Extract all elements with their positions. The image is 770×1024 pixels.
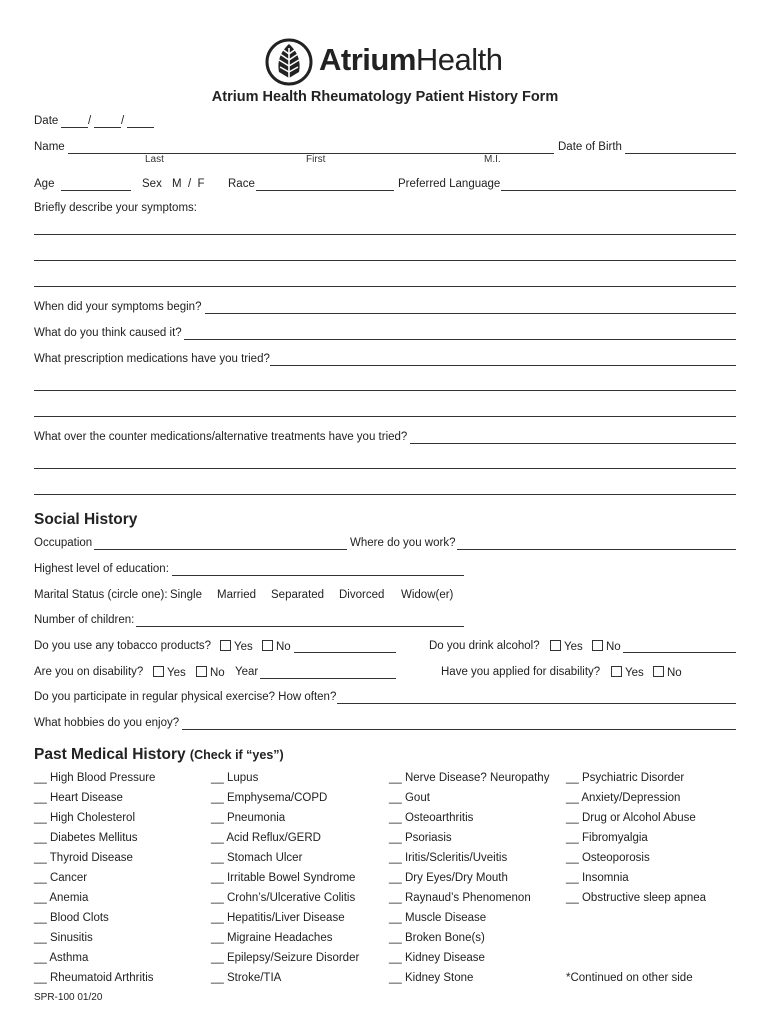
dob-label: Date of Birth: [558, 141, 622, 153]
pmh-item[interactable]: __ Epilepsy/Seizure Disorder: [211, 952, 360, 964]
symptoms-begin-field[interactable]: [205, 313, 736, 314]
pmh-item[interactable]: __ Stroke/TIA: [211, 972, 282, 984]
prescription-line[interactable]: [34, 416, 736, 417]
disability-label: Are you on disability?: [34, 666, 144, 678]
pmh-item[interactable]: __ Cancer: [34, 872, 88, 884]
occupation-label: Occupation: [34, 537, 93, 549]
date-year-field[interactable]: [127, 127, 154, 128]
prescription-label: What prescription medications have you tried?: [34, 353, 270, 365]
dob-field[interactable]: [625, 153, 736, 154]
pmh-column: [34, 771, 155, 991]
pmh-item[interactable]: __ Dry Eyes/Dry Mouth: [389, 872, 508, 884]
checkbox-icon[interactable]: [196, 666, 207, 677]
marital-option-widow[interactable]: Widow(er): [401, 589, 454, 601]
pmh-item[interactable]: __ Emphysema/COPD: [211, 792, 328, 804]
education-field[interactable]: [172, 575, 464, 576]
pmh-item[interactable]: __ High Cholesterol: [34, 812, 136, 824]
tobacco-yes[interactable]: Yes: [220, 640, 253, 653]
marital-label: Marital Status (circle one):: [34, 589, 168, 601]
marital-option-divorced[interactable]: Divorced: [339, 589, 385, 601]
pmh-column: [211, 771, 359, 991]
checkbox-icon[interactable]: [550, 640, 561, 651]
children-label: Number of children:: [34, 614, 135, 626]
pmh-item[interactable]: __ Drug or Alcohol Abuse: [566, 812, 696, 824]
pmh-item[interactable]: __ Iritis/Scleritis/Uveitis: [389, 852, 508, 864]
pmh-item[interactable]: __ Osteoarthritis: [389, 812, 474, 824]
pmh-item[interactable]: __ Nerve Disease? Neuropathy: [389, 772, 550, 784]
date-day-field[interactable]: [94, 127, 121, 128]
pmh-item[interactable]: __ Blood Clots: [34, 912, 109, 924]
symptoms-begin-label: When did your symptoms begin?: [34, 301, 202, 313]
tree-leaf-icon: [265, 38, 313, 86]
pmh-column: [566, 771, 706, 991]
name-mi-sublabel: M.I.: [484, 154, 501, 165]
alcohol-label: Do you drink alcohol?: [429, 640, 540, 652]
pmh-item: [566, 911, 706, 931]
checkbox-icon[interactable]: [653, 666, 664, 677]
language-field[interactable]: [501, 190, 736, 191]
pmh-item[interactable]: __ Stomach Ulcer: [211, 852, 303, 864]
pmh-item[interactable]: __ Asthma: [34, 952, 89, 964]
applied-no[interactable]: No: [653, 666, 682, 679]
pmh-item[interactable]: __ Pneumonia: [211, 812, 286, 824]
pmh-item[interactable]: __ High Blood Pressure: [34, 772, 156, 784]
pmh-item[interactable]: __ Migraine Headaches: [211, 932, 333, 944]
pmh-item: [566, 951, 706, 971]
occupation-field[interactable]: [94, 549, 347, 550]
disability-no[interactable]: No: [196, 666, 225, 679]
pmh-item[interactable]: __ Obstructive sleep apnea: [566, 892, 707, 904]
name-first-sublabel: First: [306, 154, 326, 165]
pmh-item[interactable]: __ Kidney Stone: [389, 972, 474, 984]
date-label: Date: [34, 115, 59, 127]
education-label: Highest level of education:: [34, 563, 169, 575]
pmh-item[interactable]: __ Lupus: [211, 772, 259, 784]
exercise-label: Do you participate in regular physical exercise? How often?: [34, 691, 337, 703]
pmh-item[interactable]: __ Anemia: [34, 892, 89, 904]
applied-label: Have you applied for disability?: [441, 666, 601, 678]
applied-yes[interactable]: Yes: [611, 666, 644, 679]
children-field[interactable]: [136, 626, 464, 627]
tobacco-detail-field[interactable]: [294, 652, 396, 653]
otc-line[interactable]: [34, 468, 736, 469]
pmh-item[interactable]: __ Fibromyalgia: [566, 832, 648, 844]
age-label: Age: [34, 178, 55, 190]
year-field[interactable]: [260, 678, 396, 679]
atrium-health-logo: AtriumHealth: [265, 38, 515, 88]
symptoms-line[interactable]: [34, 234, 736, 235]
checkbox-icon[interactable]: [262, 640, 273, 651]
symptoms-label: Briefly describe your symptoms:: [34, 202, 197, 214]
pmh-column: [389, 771, 549, 991]
name-last-sublabel: Last: [145, 154, 164, 165]
checkbox-icon[interactable]: [592, 640, 603, 651]
pmh-item[interactable]: __ Raynaud’s Phenomenon: [389, 892, 531, 904]
date-month-field[interactable]: [61, 127, 88, 128]
pmh-item[interactable]: __ Thyroid Disease: [34, 852, 133, 864]
form-title: Atrium Health Rheumatology Patient History Form: [211, 89, 559, 105]
work-label: Where do you work?: [350, 537, 456, 549]
pmh-item: *Continued on other side: [566, 972, 693, 984]
caused-field[interactable]: [184, 339, 736, 340]
sex-label: Sex: [142, 178, 162, 190]
pmh-item[interactable]: __ Diabetes Mellitus: [34, 832, 138, 844]
pmh-item[interactable]: __ Kidney Disease: [389, 952, 485, 964]
date-slash: /: [121, 115, 125, 127]
otc-field[interactable]: [410, 443, 736, 444]
caused-label: What do you think caused it?: [34, 327, 182, 339]
year-label: Year: [235, 666, 259, 678]
checkbox-icon[interactable]: [153, 666, 164, 677]
pmh-item[interactable]: __ Hepatitis/Liver Disease: [211, 912, 345, 924]
otc-label: What over the counter medications/alternative treatments have you tried?: [34, 431, 408, 443]
social-history-heading: Social History: [34, 511, 138, 528]
tobacco-label: Do you use any tobacco products?: [34, 640, 212, 652]
prescription-line[interactable]: [34, 390, 736, 391]
exercise-field[interactable]: [337, 703, 736, 704]
pmh-item[interactable]: __ Broken Bone(s): [389, 932, 485, 944]
work-field[interactable]: [457, 549, 736, 550]
pmh-item[interactable]: __ Anxiety/Depression: [566, 792, 681, 804]
marital-option-married[interactable]: Married: [217, 589, 256, 601]
hobbies-field[interactable]: [182, 729, 736, 730]
date-slash: /: [88, 115, 92, 127]
name-label: Name: [34, 141, 65, 153]
pmh-item[interactable]: __ Muscle Disease: [389, 912, 487, 924]
marital-option-separated[interactable]: Separated: [271, 589, 325, 601]
pmh-item[interactable]: __ Psoriasis: [389, 832, 452, 844]
pmh-item[interactable]: __ Gout: [389, 792, 430, 804]
tobacco-no[interactable]: No: [262, 640, 291, 653]
alcohol-no[interactable]: No: [592, 640, 621, 653]
pmh-item[interactable]: __ Psychiatric Disorder: [566, 772, 685, 784]
marital-option-single[interactable]: Single: [170, 589, 202, 601]
age-field[interactable]: [61, 190, 131, 191]
disability-yes[interactable]: Yes: [153, 666, 186, 679]
pmh-heading: Past Medical History (Check if “yes”): [34, 746, 284, 763]
race-field[interactable]: [256, 190, 394, 191]
alcohol-detail-field[interactable]: [623, 652, 736, 653]
sex-options[interactable]: M / F: [172, 178, 205, 190]
pmh-item[interactable]: __ Acid Reflux/GERD: [211, 832, 321, 844]
pmh-item[interactable]: __ Insomnia: [566, 872, 629, 884]
checkbox-icon[interactable]: [220, 640, 231, 651]
prescription-field[interactable]: [270, 365, 736, 366]
language-label: Preferred Language: [398, 178, 501, 190]
hobbies-label: What hobbies do you enjoy?: [34, 717, 180, 729]
pmh-item[interactable]: __ Crohn’s/Ulcerative Colitis: [211, 892, 356, 904]
pmh-item[interactable]: __ Sinusitis: [34, 932, 93, 944]
pmh-item[interactable]: __ Osteoporosis: [566, 852, 650, 864]
form-code: SPR-100 01/20: [34, 992, 103, 1003]
alcohol-yes[interactable]: Yes: [550, 640, 583, 653]
pmh-item[interactable]: __ Rheumatoid Arthritis: [34, 972, 154, 984]
pmh-item[interactable]: __ Irritable Bowel Syndrome: [211, 872, 356, 884]
checkbox-icon[interactable]: [611, 666, 622, 677]
pmh-item[interactable]: __ Heart Disease: [34, 792, 123, 804]
symptoms-line[interactable]: [34, 286, 736, 287]
symptoms-line[interactable]: [34, 260, 736, 261]
otc-line[interactable]: [34, 494, 736, 495]
race-label: Race: [228, 178, 255, 190]
pmh-item: [566, 931, 706, 951]
